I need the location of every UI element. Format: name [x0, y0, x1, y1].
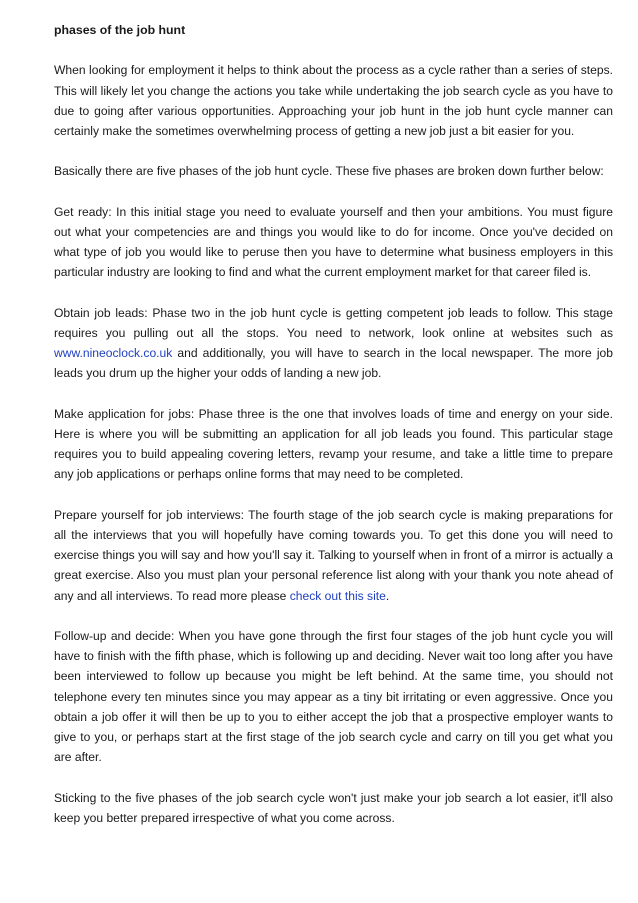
paragraph-get-ready: Get ready: In this initial stage you need to evaluate yourself and then your ambitions. You must figure out what your competencies are and things you would like to do for income. Once you've decided on what type of job you would like to peruse then you have to determine what business employers in this particular industry are looking to find and what the current employment market for that career filed is.: [54, 204, 613, 280]
paragraph-application: Make application for jobs: Phase three is the one that involves loads of time and energy on your side. Here is where you will be submitting an application for all job leads you found. This particular stage requires you to build appealing covering letters, revamp your resume, and take a little time to prepare any job applications or perhaps online forms that may need to be completed.: [54, 406, 613, 482]
paragraph-interviews-text-before: Prepare yourself for job interviews: The fourth stage of the job search cycle is making preparations for all the interviews that you will hopefully have coming towards you. To get this done you will need to exercise things you will say and how you'll say it. Talking to yourself when in front of a mirror is actually a great exercise. Also you must plan your personal reference list along with your thank you note ahead of any and all interviews. To read more please: [54, 507, 613, 603]
paragraph-job-leads-text-after: and additionally, you will have to search in the local newspaper. The more job leads you drum up the higher your odds of landing a new job.: [54, 346, 613, 381]
paragraph-interviews-text-after: .: [385, 588, 390, 603]
paragraph-follow-up: Follow-up and decide: When you have gone through the first four stages of the job hunt cycle you will have to finish with the fifth phase, which is following up and deciding. Never wait too long after you have been interviewed to follow up because you might be left behind. At the same time, you should not telephone every ten minutes since you may appear as a tiny bit irritating or even aggressive. Once you obtain a job offer it will then be up to you to either accept the job that a prospective employer wants to give to you, or perhaps start at the first stage of the job search cycle and carry on till you get what you are after.: [54, 628, 613, 765]
paragraph-job-leads-text-before: Obtain job leads: Phase two in the job hunt cycle is getting competent job leads to follow. This stage requires you pulling out all the stops. You need to network, look online at websites such as: [54, 305, 613, 340]
paragraph-conclusion: Sticking to the five phases of the job search cycle won't just make your job search a lot easier, it'll also keep you better prepared irrespective of what you come across.: [54, 790, 613, 825]
document-page: [54, 20, 613, 848]
paragraph-interviews: [54, 505, 613, 606]
paragraph-job-leads: [54, 303, 613, 384]
document-title: phases of the job hunt: [54, 23, 186, 37]
nineoclock-link[interactable]: www.nineoclock.co.uk: [54, 346, 173, 361]
paragraph-intro: When looking for employment it helps to think about the process as a cycle rather than a series of steps. This will likely let you change the actions you take while undertaking the job search cycle as you have to due to going after various opportunities. Approaching your job hunt in the job hunt cycle manner can certainly make the sometimes overwhelming process of getting a new job just a bit easier for you.: [54, 63, 613, 138]
paragraph-overview: Basically there are five phases of the job hunt cycle. These five phases are broken down further below:: [54, 164, 604, 179]
check-out-site-link[interactable]: check out this site: [289, 588, 386, 603]
